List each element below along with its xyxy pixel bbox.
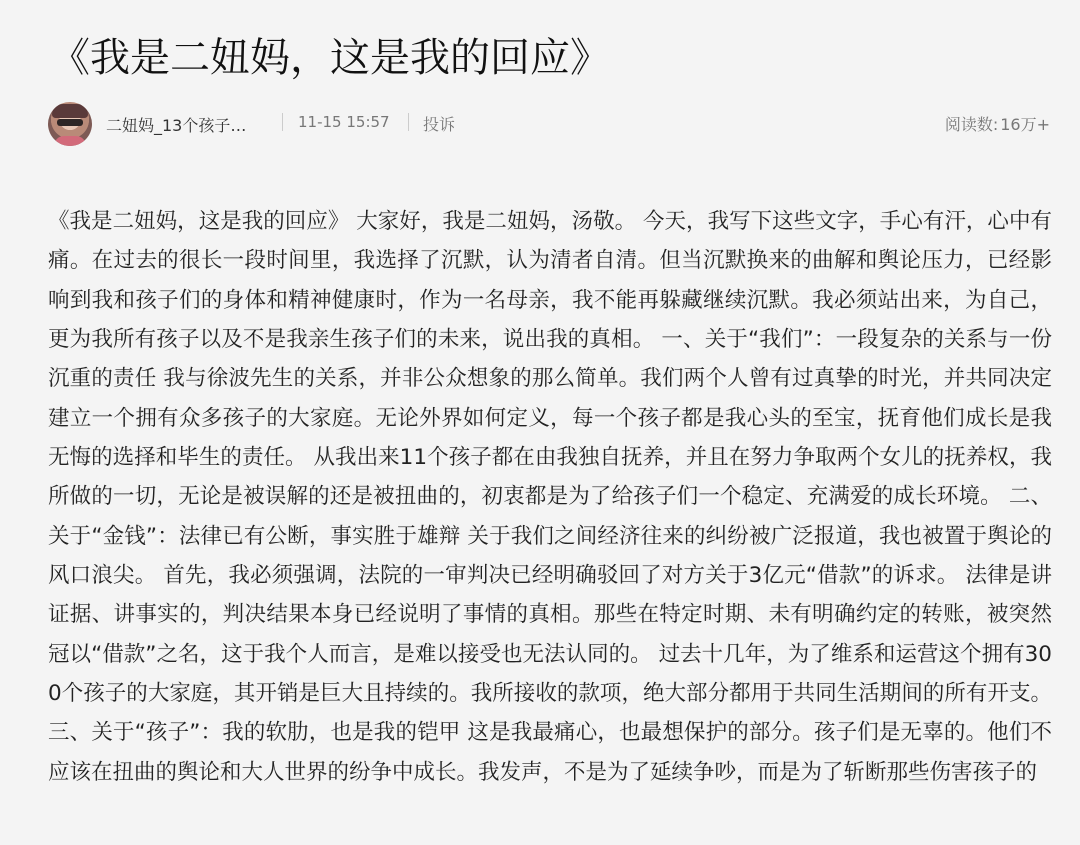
meta-divider (408, 113, 409, 131)
meta-divider (282, 113, 283, 131)
article-meta-bar (48, 100, 1052, 146)
publish-time: 11-15 15:57 (298, 113, 390, 131)
report-link[interactable]: 投诉 (423, 115, 456, 134)
article-title: 《我是二妞妈，这是我的回应》 (50, 35, 610, 81)
avatar-hair (52, 104, 88, 118)
avatar-shirt (54, 136, 86, 146)
read-count-label: 阅读数: (944, 115, 999, 134)
author-avatar[interactable] (48, 102, 92, 146)
read-count-value: 16万+ (1000, 115, 1050, 134)
read-count (945, 112, 1050, 135)
avatar-glasses (57, 119, 83, 126)
author-name-link[interactable]: 二妞妈_13个孩子… (106, 116, 247, 135)
article-body: 《我是二妞妈，这是我的回应》 大家好，我是二妞妈，汤敬。 今天，我写下这些文字，手心有汗，心中有痛。在过去的很长一段时间里，我选择了沉默，认为清者自清。但当沉默换来的曲解和舆论压力，已经影响到我和孩子们的身体和精神健康时，作为一名母亲，我不能再躲藏继续沉默。我必须站出来，为自己，更为我所有孩子以及不是我亲生孩子们的未来，说出我的真相。 一、关于“我们”：一段复杂的关系与一份沉重的责任 我与徐波先生的关系，并非公众想象的那么简单。我们两个人曾有过真挚的时光，并共同决定建立一个拥有众多孩子的大家庭。无论外界如何定义，每一个孩子都是我心头的至宝，抚育他们成长是我无悔的选择和毕生的责任。 从我出来11个孩子都在由我独自抚养，并且在努力争取两个女儿的抚养权，我所做的一切，无论是被误解的还是被扭曲的，初衷都是为了给孩子们一个稳定、充满爱的成长环境。 二、关于“金钱”：法律已有公断，事实胜于雄辩 关于我们之间经济往来的纠纷被广泛报道，我也被置于舆论的风口浪尖。 首先，我必须强调，法院的一审判决已经明确驳回了对方关于3亿元“借款”的诉求。 法律是讲证据、讲事实的，判决结果本身已经说明了事情的真相。那些在特定时期、未有明确约定的转账，被突然冠以“借款”之名，这于我个人而言，是难以接受也无法认同的。 过去十几年，为了维系和运营这个拥有300个孩子的大家庭，其开销是巨大且持续的。我所接收的款项，绝大部分都用于共同生活期间的所有开支。 三、关于“孩子”：我的软肋，也是我的铠甲 这是我最痛心，也最想保护的部分。孩子们是无辜的。他们不应该在扭曲的舆论和大人世界的纷争中成长。我发声，不是为了延续争吵，而是为了斩断那些伤害孩子的 (48, 209, 1052, 785)
